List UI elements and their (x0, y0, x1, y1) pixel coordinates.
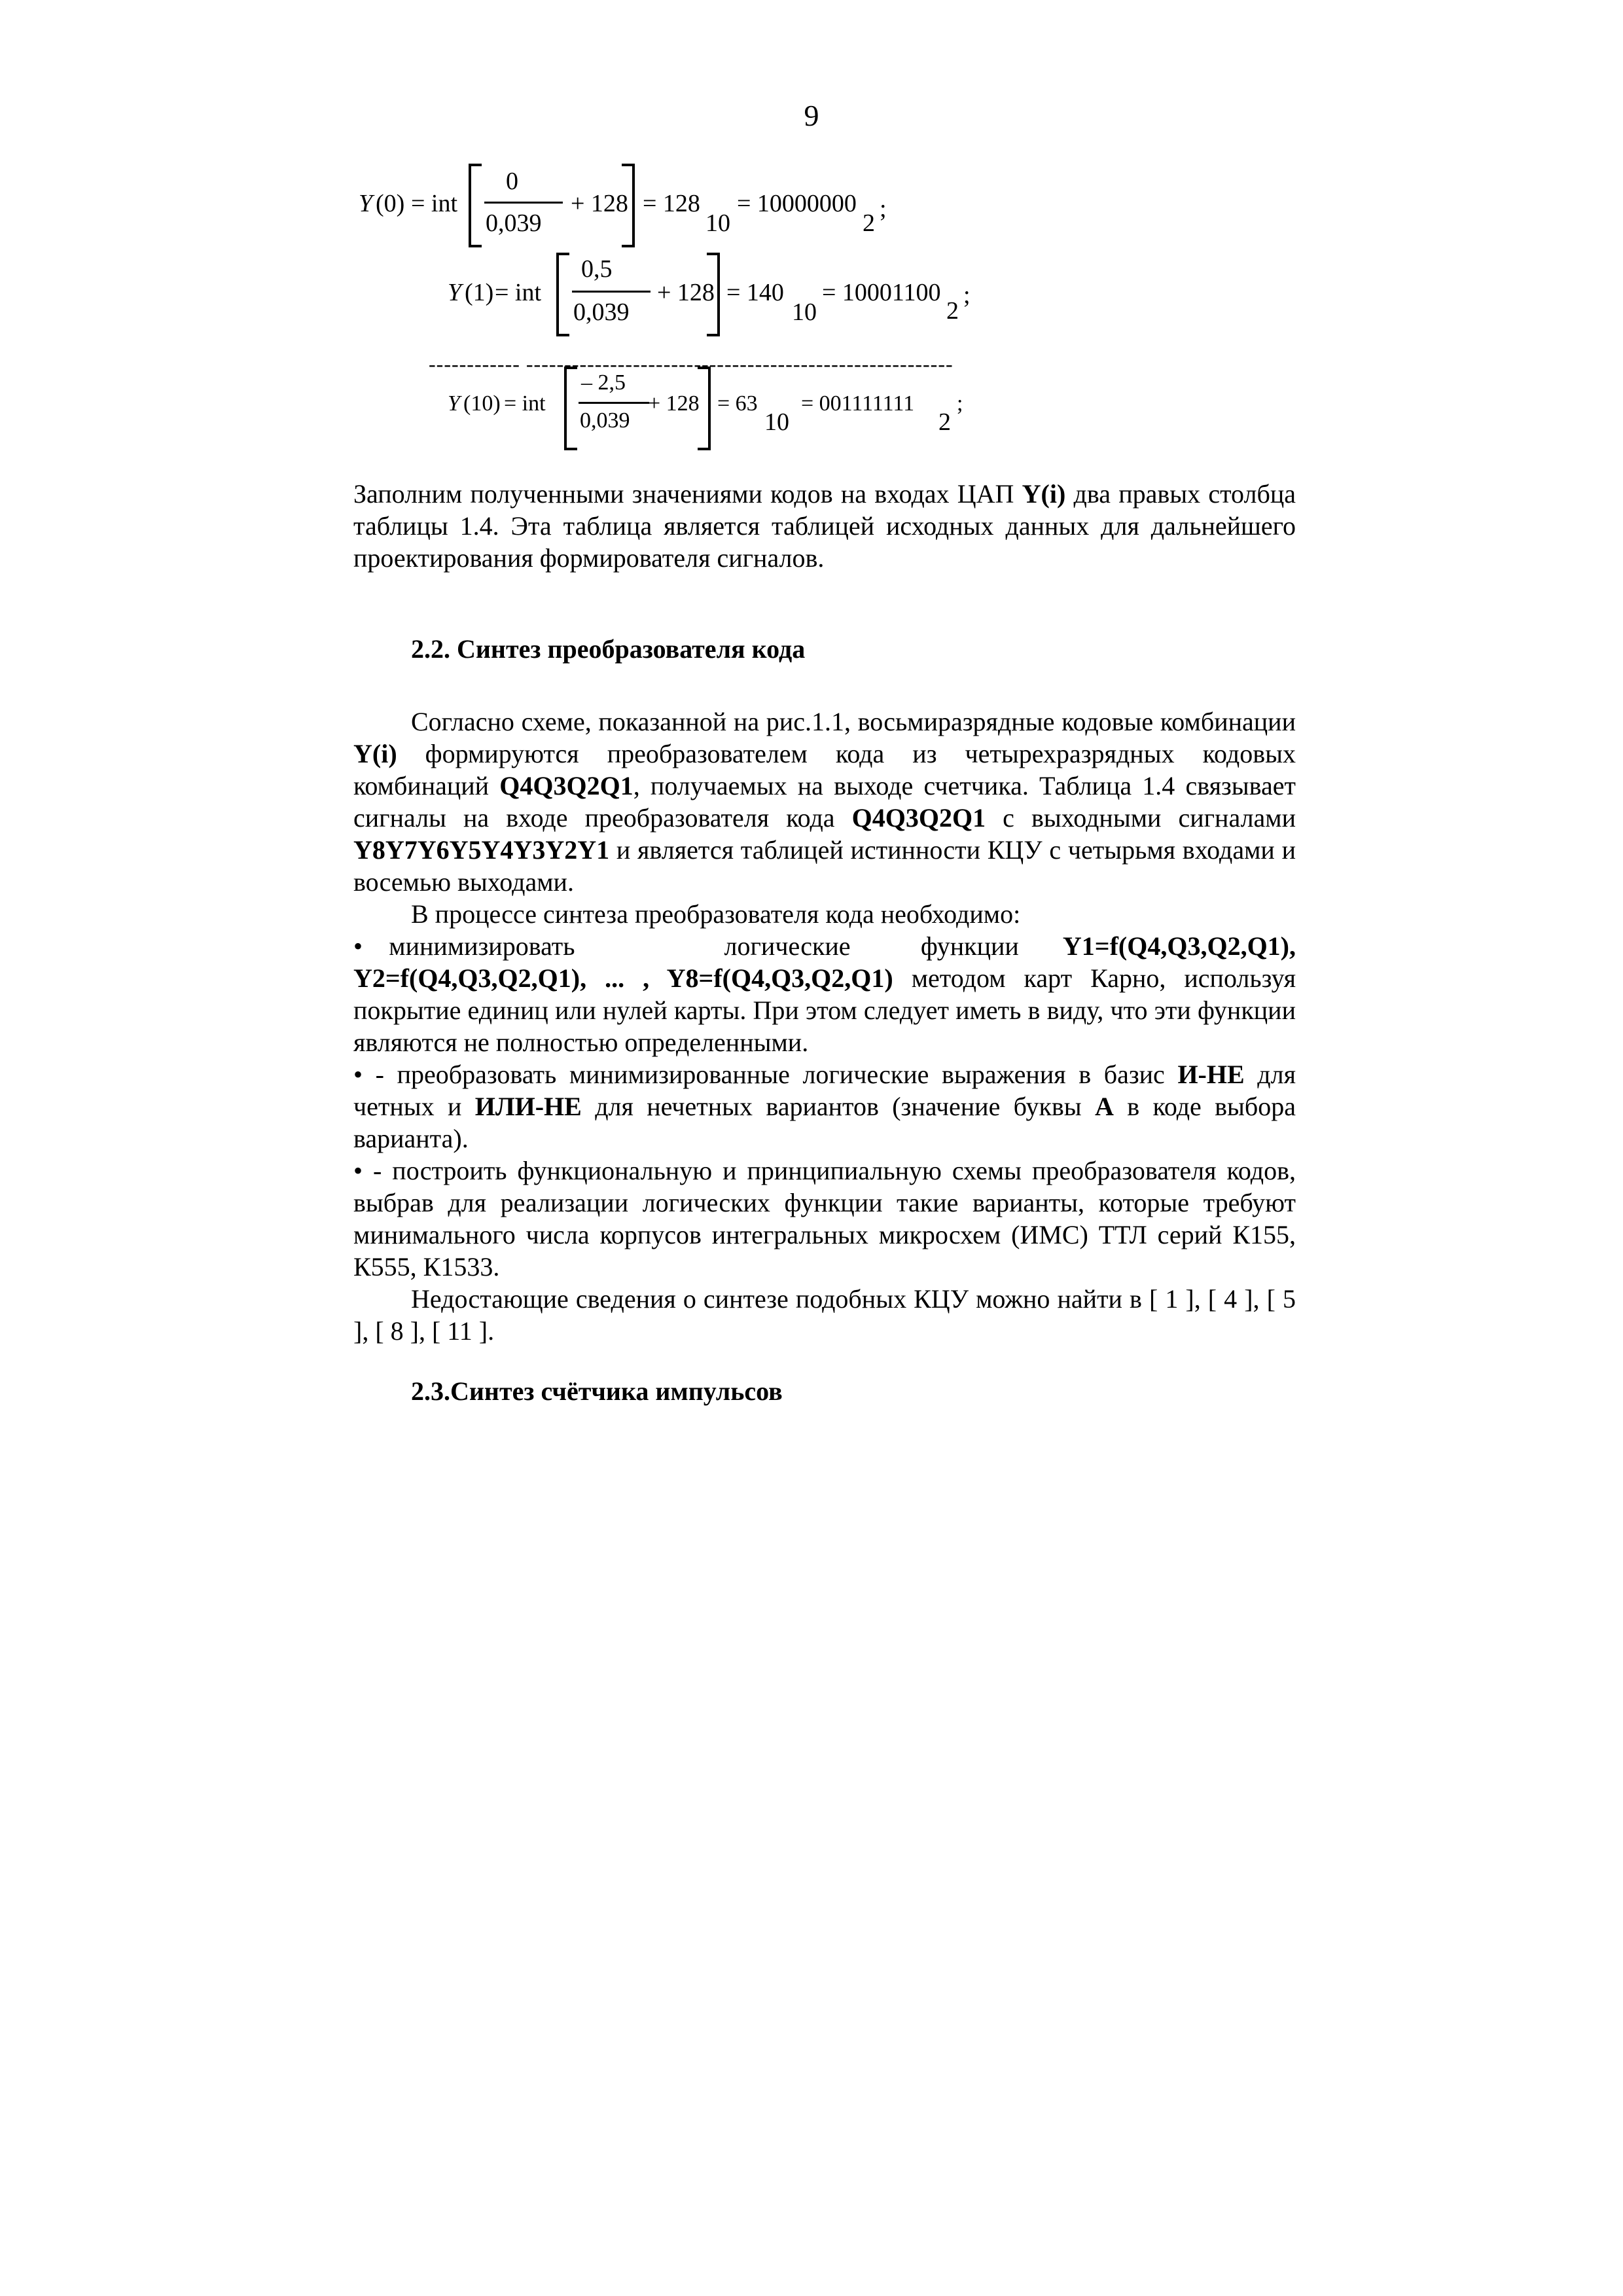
bullet-icon: • (353, 931, 363, 961)
formula-decimal: = 128 (643, 190, 700, 217)
formula-arg: (10) (463, 391, 501, 416)
heading-section-2-3: 2.3.Синтез счётчика импульсов (411, 1376, 783, 1406)
formula-decimal: = 63 (717, 391, 758, 416)
fraction-numerator: – 2,5 (581, 370, 626, 395)
paragraph-process: В процессе синтеза преобразователя кода необходимо: (411, 899, 1021, 929)
fraction-numerator: 0 (506, 168, 518, 195)
subscript-10: 10 (705, 209, 730, 237)
formula-int: = int (411, 190, 458, 217)
fraction-numerator: 0,5 (581, 255, 613, 283)
list-item: • - преобразовать минимизированные логические выражения в базис И-НЕ для четных и ИЛИ-НЕ для нечетных вариантов (значение буквы А в коде выбора варианта). (353, 1060, 1296, 1153)
formula-plus: + 128 (657, 279, 715, 306)
subscript-10: 10 (792, 298, 817, 326)
subscript-2: 2 (946, 297, 959, 325)
subscript-10: 10 (764, 408, 789, 436)
formula-lhs: Y (448, 391, 460, 416)
formula-plus: + 128 (648, 391, 700, 416)
list-item: • минимизировать логические функции Y1=f(Q4,Q3,Q2,Q1), Y2=f(Q4,Q3,Q2,Q1), ... , Y8=f(Q4,Q3,Q2,Q1) методом карт Карно, используя покрытие единиц или нулей карты. При этом следует иметь в виду, что эти функции являются не полностью определенными. (353, 931, 1296, 1057)
formula-y10 (0, 0, 1623, 458)
bracket-left (564, 367, 577, 450)
formula-binary: = 10000000 (737, 190, 857, 217)
paragraph-references: Недостающие сведения о синтезе подобных КЦУ можно найти в [ 1 ], [ 4 ], [ 5 ], [ 8 ], [ 11 ]. (353, 1284, 1296, 1346)
page-number: 9 (804, 99, 819, 132)
formula-decimal: = 140 (726, 279, 784, 306)
heading-section-2-2: 2.2. Синтез преобразователя кода (411, 634, 806, 664)
formula-binary: = 001111111 (801, 391, 915, 416)
formula-semicolon: ; (957, 391, 963, 416)
formula-arg: (0) (376, 190, 405, 217)
paragraph-code-converter: Согласно схеме, показанной на рис.1.1, восьмиразрядные кодовые комбинации Y(i) формируются преобразователем кода из четырехразрядных кодовых комбинаций Q4Q3Q2Q1, получаемых на выходе счетчика. Таблица 1.4 связывает сигналы на входе преобразователя кода Q4Q3Q2Q1 с выходными сигналами Y8Y7Y6Y5Y4Y3Y2Y1 и является таблицей истинности КЦУ с четырьмя входами и восемью выходами. (353, 707, 1296, 897)
list-item: • - построить функциональную и принципиальную схемы преобразователя кодов, выбрав для реализации логических функции такие варианты, которые требуют минимального числа корпусов интегральных микросхем (ИМС) ТТЛ серий К155, К555, К1533. (353, 1156, 1296, 1282)
bullet-icon: • (353, 1156, 363, 1185)
paragraph-fill-table: Заполним полученными значениями кодов на входах ЦАП Y(i) два правых столбца таблицы 1.4. Эта таблица является таблицей исходных данных для дальнейшего проектирования формирователя сигналов. (353, 479, 1296, 573)
formula-ellipsis-dashes: ------------ -------------------------------------------------------- (429, 352, 954, 376)
formula-binary: = 10001100 (822, 279, 941, 306)
fraction-denominator: 0,039 (580, 408, 630, 433)
formula-semicolon: ; (963, 281, 971, 309)
fraction-denominator: 0,039 (573, 298, 630, 326)
fraction-line (579, 402, 649, 404)
formula-int: = int (504, 391, 546, 416)
fraction-denominator: 0,039 (486, 209, 542, 237)
bracket-right (698, 367, 711, 450)
bullet-icon: • (353, 1060, 363, 1089)
formula-lhs: Y (448, 279, 462, 306)
formula-semicolon: ; (880, 195, 887, 223)
formula-lhs: Y (359, 190, 373, 217)
formula-plus: + 128 (571, 190, 628, 217)
subscript-2: 2 (863, 209, 875, 237)
formula-arg: (1) (465, 279, 494, 306)
subscript-2: 2 (938, 408, 951, 436)
formula-int: = int (495, 279, 542, 306)
